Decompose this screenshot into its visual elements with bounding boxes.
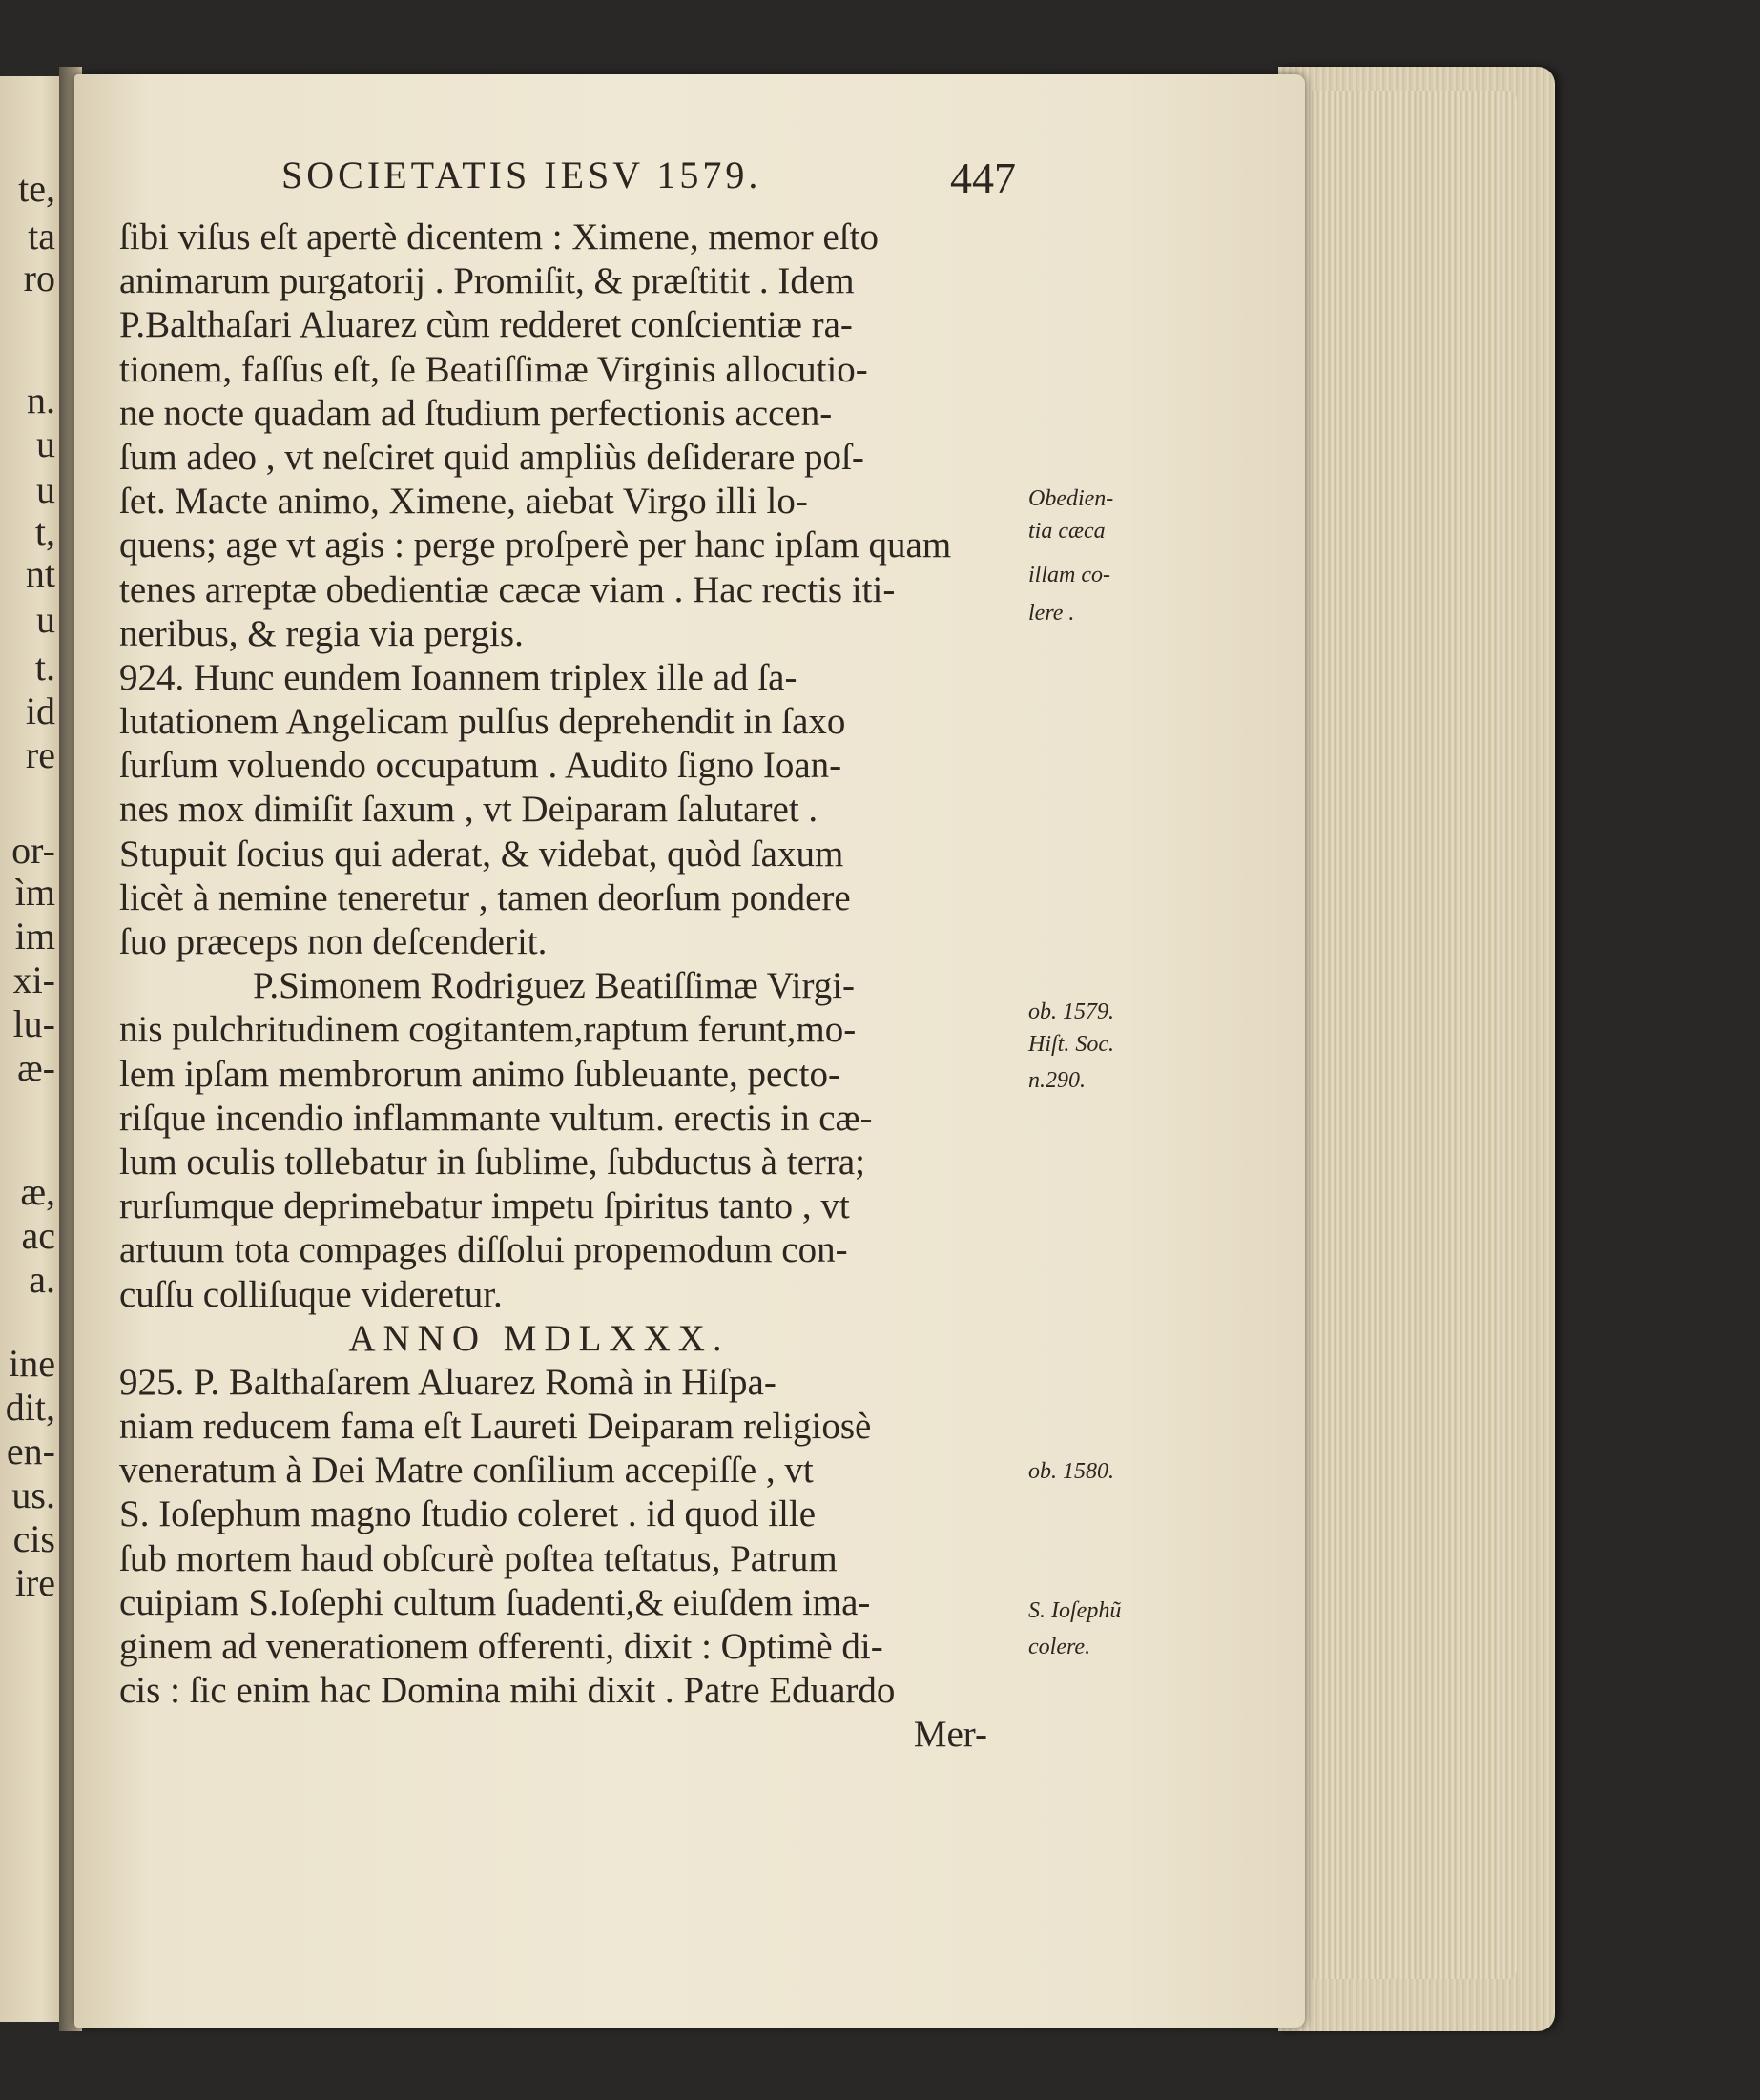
left-page-fragment: ine <box>9 1342 55 1385</box>
left-page-fragment: ta <box>28 215 55 257</box>
text-line: S. Ioſephum magno ſtudio coleret . id quod ille <box>119 1493 817 1535</box>
text-line: ne nocte quadam ad ſtudium perfectionis accen- <box>119 392 833 434</box>
page-number: 447 <box>950 154 1016 202</box>
left-page-fragment: te, <box>18 167 55 210</box>
left-page-fragment: æ, <box>20 1170 55 1213</box>
left-page-fragment: ac <box>21 1214 55 1257</box>
text-line: tionem, faſſus eſt, ſe Beatiſſimæ Virginis allocutio- <box>119 348 868 390</box>
margin-note: ob. 1580. <box>1028 1459 1114 1484</box>
text-line: animarum purgatorij . Promiſit, & præſtitit . Idem <box>119 260 855 302</box>
text-line: ginem ad venerationem offerenti, dixit : Optimè di- <box>119 1626 883 1667</box>
text-line: niam reducem fama eſt Laureti Deiparam religiosè <box>119 1406 872 1448</box>
text-line: P.Simonem Rodriguez Beatiſſimæ Virgi- <box>253 965 856 1007</box>
left-page-fragment: re <box>25 733 55 776</box>
text-line: licèt à nemine teneretur , tamen deorſum pondere <box>119 876 851 918</box>
left-page-fragment: im <box>14 915 55 957</box>
text-line: riſque incendio inflammante vultum. erectis in cæ- <box>119 1097 873 1139</box>
left-page-fragment: n. <box>27 379 55 422</box>
left-page-fragment: dit, <box>5 1386 55 1429</box>
left-page-fragment: en- <box>6 1430 55 1472</box>
left-page-fragment: u <box>36 422 55 465</box>
text-line: cuipiam S.Ioſephi cultum ſuadenti,& eiuſdem ima- <box>119 1581 871 1623</box>
left-page-fragment: t, <box>34 510 55 553</box>
margin-note: illam co- <box>1028 563 1110 587</box>
running-header <box>281 153 1016 210</box>
left-page-fragment: u <box>36 598 55 641</box>
text-line: lem ipſam membrorum animo ſubleuante, pecto- <box>119 1053 840 1095</box>
text-line: P.Balthaſari Aluarez cùm redderet conſcientiæ ra- <box>119 304 853 346</box>
page-block-edges-inner <box>1312 91 1517 1979</box>
text-line: ſub mortem haud obſcurè poſtea teſtatus, Patrum <box>119 1537 838 1579</box>
left-page-fragment: æ- <box>17 1046 55 1089</box>
text-line: lutationem Angelicam pulſus deprehendit in ſaxo <box>119 701 846 743</box>
year-heading: ANNO MDLXXX. <box>348 1317 730 1359</box>
text-line: cis : ſic enim hac Domina mihi dixit . Patre Eduardo <box>119 1670 896 1712</box>
left-page-fragment: ìm <box>14 871 55 914</box>
text-line: Stupuit ſocius qui aderat, & videbat, quòd ſaxum <box>119 833 844 875</box>
text-line: ſibi viſus eſt apertè dicentem : Ximene, memor eſto <box>119 216 880 257</box>
text-line: ſurſum voluendo occupatum . Audito ſigno Ioan- <box>119 745 842 787</box>
text-line: artuum tota compages diſſolui propemodum con- <box>119 1229 848 1271</box>
left-page-fragment: xi- <box>12 958 55 1001</box>
body-text <box>119 216 1016 1758</box>
text-line: veneratum à Dei Matre conſilium accepiſſe , vt <box>119 1450 814 1492</box>
text-line: lum oculis tollebatur in ſublime, ſubductus à terra; <box>119 1141 865 1183</box>
text-line: 925. P. Balthaſarem Aluarez Romà in Hiſpa- <box>119 1361 776 1403</box>
left-page-fragment: id <box>25 690 55 732</box>
text-line: tenes arreptæ obedientiæ cæcæ viam . Hac rectis iti- <box>119 568 896 610</box>
left-page-fragment: cis <box>12 1517 55 1560</box>
text-line: nes mox dimiſit ſaxum , vt Deiparam ſalutaret . <box>119 789 818 831</box>
left-page-fragment: lu- <box>12 1002 55 1045</box>
text-line: 924. Hunc eundem Ioannem triplex ille ad ſa- <box>119 656 797 698</box>
left-page-fragment: or- <box>11 829 55 872</box>
margin-note: n.290. <box>1028 1068 1086 1093</box>
text-line: rurſumque deprimebatur impetu ſpiritus tanto , vt <box>119 1185 850 1227</box>
running-title: SOCIETATIS IESV 1579. <box>281 154 762 196</box>
left-page-fragment: t. <box>34 646 55 689</box>
left-page-fragment: nt <box>25 552 55 595</box>
margin-note: ob. 1579. <box>1028 999 1114 1024</box>
margin-note: S. Ioſephũ <box>1028 1598 1122 1623</box>
text-line: nis pulchritudinem cogitantem,raptum ferunt,mo- <box>119 1009 857 1051</box>
margin-note: colere. <box>1028 1635 1091 1659</box>
text-line: ſet. Macte animo, Ximene, aiebat Virgo illi lo- <box>119 481 808 523</box>
left-page-fragment: u <box>36 468 55 511</box>
text-line: ſum adeo , vt neſciret quid ampliùs deſiderare poſ- <box>119 436 864 478</box>
catchword: Mer- <box>913 1714 987 1756</box>
text-line: quens; age vt agis : perge proſperè per hanc ipſam quam <box>119 525 952 566</box>
text-line: ſuo præceps non deſcenderit. <box>119 921 548 962</box>
margin-note: Obedien- <box>1028 486 1114 511</box>
margin-note: tia cæca <box>1028 519 1106 544</box>
text-line: neribus, & regia via pergis. <box>119 612 524 654</box>
left-page-fragment: ro <box>23 257 55 299</box>
left-page-fragment: ire <box>14 1561 55 1604</box>
margin-note: Hiſt. Soc. <box>1028 1032 1114 1057</box>
text-line: cuſſu colliſuque videretur. <box>119 1273 503 1315</box>
left-page-fragment: a. <box>29 1258 55 1301</box>
left-page-fragment: us. <box>11 1473 55 1516</box>
margin-note: lere . <box>1028 601 1075 626</box>
